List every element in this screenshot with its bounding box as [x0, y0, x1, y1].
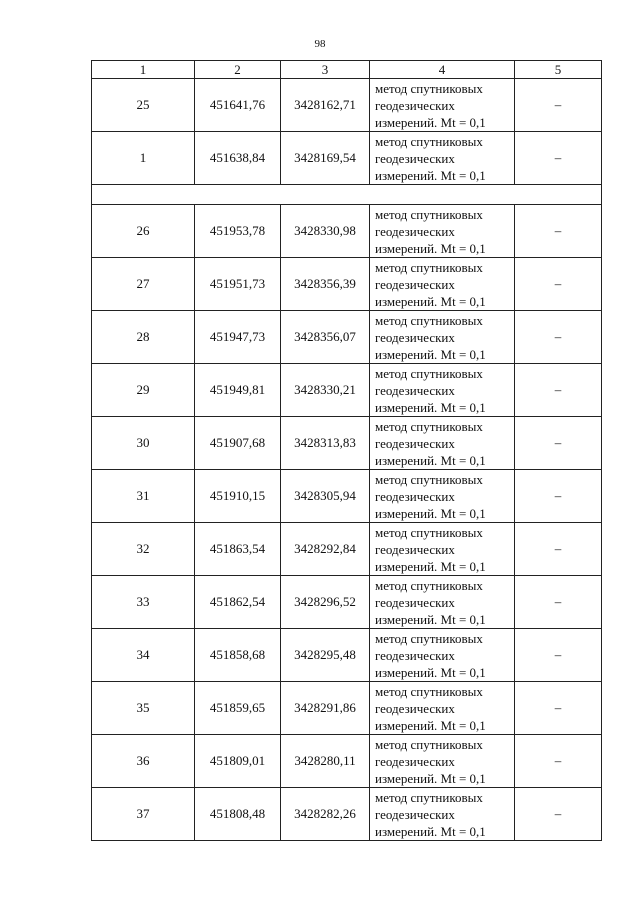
notes-cell: – [515, 682, 602, 735]
method-text-line: измерений. Mt = 0,1 [375, 770, 486, 786]
method-text-line: метод спутниковых [375, 736, 483, 752]
y-coordinate-cell: 3428282,26 [281, 788, 370, 841]
method-cell [370, 735, 515, 788]
method-cell [370, 470, 515, 523]
table-row [92, 576, 602, 629]
header-col-4: 4 [370, 61, 515, 79]
method-text-line: метод спутниковых [375, 471, 483, 487]
method-text-line: метод спутниковых [375, 683, 483, 699]
x-coordinate-cell: 451859,65 [195, 682, 281, 735]
point-number-cell: 25 [92, 79, 195, 132]
method-text-line: геодезических [375, 276, 455, 292]
y-coordinate-cell: 3428313,83 [281, 417, 370, 470]
method-cell [370, 79, 515, 132]
x-coordinate-cell: 451862,54 [195, 576, 281, 629]
point-number-cell: 31 [92, 470, 195, 523]
table-row [92, 682, 602, 735]
page-number: 98 [314, 38, 326, 50]
notes-cell: – [515, 788, 602, 841]
notes-cell: – [515, 629, 602, 682]
x-coordinate-cell: 451863,54 [195, 523, 281, 576]
table-row [92, 788, 602, 841]
method-text-line: геодезических [375, 223, 455, 239]
point-number-cell: 1 [92, 132, 195, 185]
y-coordinate-cell: 3428305,94 [281, 470, 370, 523]
notes-cell: – [515, 735, 602, 788]
point-number-cell: 34 [92, 629, 195, 682]
notes-cell: – [515, 417, 602, 470]
method-text-line: геодезических [375, 150, 455, 166]
notes-cell: – [515, 311, 602, 364]
y-coordinate-cell: 3428295,48 [281, 629, 370, 682]
method-text-line: измерений. Mt = 0,1 [375, 293, 486, 309]
method-text-line: метод спутниковых [375, 312, 483, 328]
x-coordinate-cell: 451949,81 [195, 364, 281, 417]
method-cell [370, 629, 515, 682]
method-text-line: метод спутниковых [375, 259, 483, 275]
method-text-line: измерений. Mt = 0,1 [375, 505, 486, 521]
header-col-5: 5 [515, 61, 602, 79]
method-text-line: измерений. Mt = 0,1 [375, 452, 486, 468]
y-coordinate-cell: 3428291,86 [281, 682, 370, 735]
x-coordinate-cell: 451858,68 [195, 629, 281, 682]
header-col-3: 3 [281, 61, 370, 79]
table-row [92, 417, 602, 470]
y-coordinate-cell: 3428330,98 [281, 205, 370, 258]
point-number-cell: 35 [92, 682, 195, 735]
method-cell [370, 258, 515, 311]
method-text-line: геодезических [375, 806, 455, 822]
point-number-cell: 36 [92, 735, 195, 788]
notes-cell: – [515, 364, 602, 417]
table-row [92, 311, 602, 364]
table-row [92, 364, 602, 417]
method-text-line: геодезических [375, 488, 455, 504]
method-text-line: измерений. Mt = 0,1 [375, 611, 486, 627]
y-coordinate-cell: 3428356,07 [281, 311, 370, 364]
method-text-line: измерений. Mt = 0,1 [375, 114, 486, 130]
point-number-cell: 32 [92, 523, 195, 576]
method-text-line: геодезических [375, 647, 455, 663]
x-coordinate-cell: 451641,76 [195, 79, 281, 132]
point-number-cell: 30 [92, 417, 195, 470]
method-cell [370, 417, 515, 470]
table-row [92, 79, 602, 132]
x-coordinate-cell: 451910,15 [195, 470, 281, 523]
method-text-line: измерений. Mt = 0,1 [375, 664, 486, 680]
method-cell [370, 132, 515, 185]
header-row [92, 61, 602, 79]
method-text-line: измерений. Mt = 0,1 [375, 240, 486, 256]
method-text-line: метод спутниковых [375, 80, 483, 96]
method-text-line: геодезических [375, 329, 455, 345]
method-text-line: метод спутниковых [375, 206, 483, 222]
coordinates-table [91, 60, 602, 841]
method-text-line: измерений. Mt = 0,1 [375, 823, 486, 839]
method-text-line: измерений. Mt = 0,1 [375, 399, 486, 415]
point-number-cell: 37 [92, 788, 195, 841]
x-coordinate-cell: 451947,73 [195, 311, 281, 364]
method-text-line: метод спутниковых [375, 133, 483, 149]
notes-cell: – [515, 258, 602, 311]
method-cell [370, 523, 515, 576]
y-coordinate-cell: 3428169,54 [281, 132, 370, 185]
method-text-line: метод спутниковых [375, 789, 483, 805]
x-coordinate-cell: 451951,73 [195, 258, 281, 311]
y-coordinate-cell: 3428296,52 [281, 576, 370, 629]
notes-cell: – [515, 79, 602, 132]
x-coordinate-cell: 451638,84 [195, 132, 281, 185]
section-separator-row [92, 185, 602, 205]
table-row [92, 735, 602, 788]
header-col-2: 2 [195, 61, 281, 79]
y-coordinate-cell: 3428292,84 [281, 523, 370, 576]
notes-cell: – [515, 470, 602, 523]
method-text-line: измерений. Mt = 0,1 [375, 717, 486, 733]
method-text-line: геодезических [375, 753, 455, 769]
point-number-cell: 29 [92, 364, 195, 417]
section-separator-cell [92, 185, 602, 205]
table-row [92, 205, 602, 258]
notes-cell: – [515, 132, 602, 185]
table-body [92, 61, 602, 841]
table-row [92, 629, 602, 682]
point-number-cell: 27 [92, 258, 195, 311]
point-number-cell: 26 [92, 205, 195, 258]
table-row [92, 523, 602, 576]
method-text-line: метод спутниковых [375, 577, 483, 593]
method-cell [370, 311, 515, 364]
table-row [92, 258, 602, 311]
method-text-line: геодезических [375, 435, 455, 451]
notes-cell: – [515, 205, 602, 258]
method-text-line: геодезических [375, 700, 455, 716]
method-cell [370, 205, 515, 258]
method-text-line: геодезических [375, 97, 455, 113]
method-cell [370, 788, 515, 841]
method-text-line: измерений. Mt = 0,1 [375, 558, 486, 574]
table-row [92, 132, 602, 185]
notes-cell: – [515, 576, 602, 629]
method-text-line: геодезических [375, 382, 455, 398]
notes-cell: – [515, 523, 602, 576]
method-text-line: метод спутниковых [375, 418, 483, 434]
x-coordinate-cell: 451953,78 [195, 205, 281, 258]
method-text-line: метод спутниковых [375, 524, 483, 540]
point-number-cell: 28 [92, 311, 195, 364]
y-coordinate-cell: 3428356,39 [281, 258, 370, 311]
y-coordinate-cell: 3428162,71 [281, 79, 370, 132]
method-text-line: геодезических [375, 594, 455, 610]
method-text-line: измерений. Mt = 0,1 [375, 167, 486, 183]
method-text-line: метод спутниковых [375, 365, 483, 381]
method-text-line: измерений. Mt = 0,1 [375, 346, 486, 362]
x-coordinate-cell: 451808,48 [195, 788, 281, 841]
x-coordinate-cell: 451907,68 [195, 417, 281, 470]
point-number-cell: 33 [92, 576, 195, 629]
table-row [92, 470, 602, 523]
method-cell [370, 364, 515, 417]
y-coordinate-cell: 3428280,11 [281, 735, 370, 788]
x-coordinate-cell: 451809,01 [195, 735, 281, 788]
method-cell [370, 682, 515, 735]
method-text-line: геодезических [375, 541, 455, 557]
method-text-line: метод спутниковых [375, 630, 483, 646]
method-cell [370, 576, 515, 629]
header-col-1: 1 [92, 61, 195, 79]
y-coordinate-cell: 3428330,21 [281, 364, 370, 417]
